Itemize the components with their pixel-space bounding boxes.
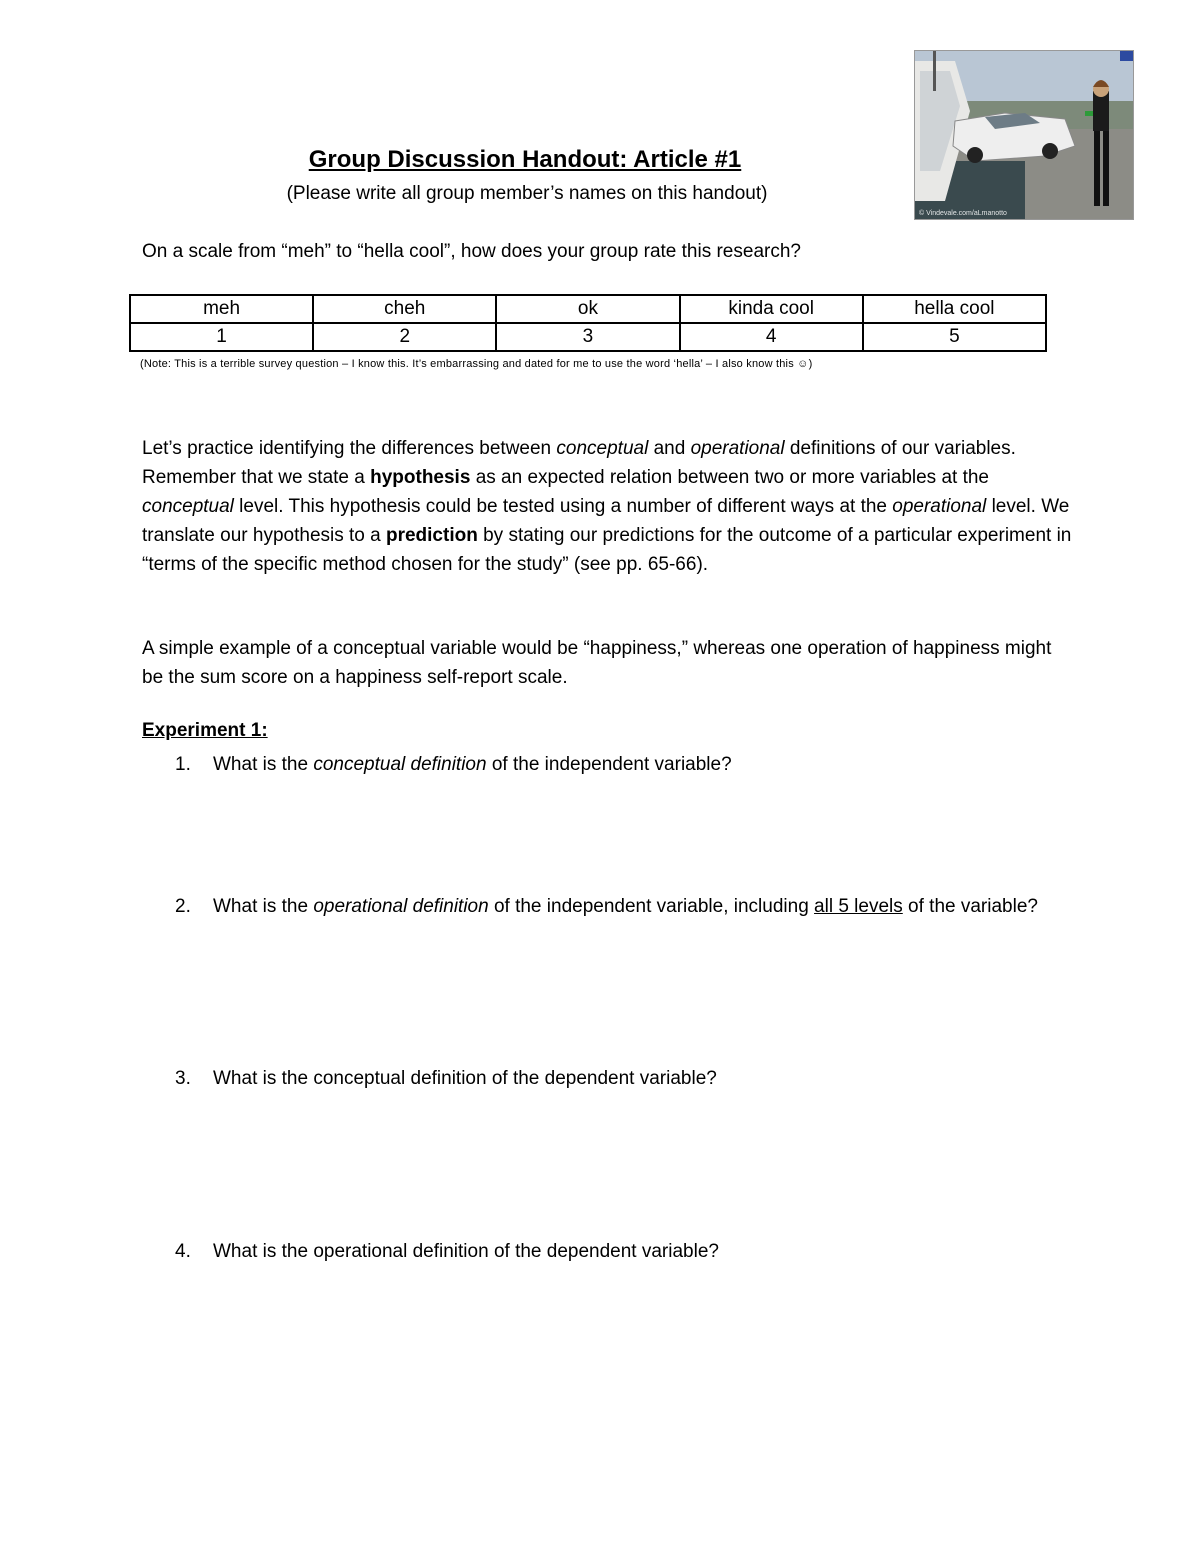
question-3: 3. What is the conceptual definition of the dependent variable? — [175, 1064, 1055, 1093]
term-operational: operational — [892, 496, 987, 517]
question-number: 1. — [175, 754, 191, 775]
photo-credit: © Vindevale.com/aLmanotto — [919, 210, 1007, 217]
question-number: 2. — [175, 896, 191, 917]
rating-question: On a scale from “meh” to “hella cool”, how does your group rate this research? — [142, 241, 801, 262]
rating-value: 4 — [680, 323, 863, 351]
question-2: 2. What is the operational definition of the independent variable, including all 5 levels of the variable? — [175, 892, 1055, 921]
rating-note: (Note: This is a terrible survey question – I know this. It’s embarrassing and dated for me to use the word ‘hella’ – I also know this ☺) — [140, 358, 813, 370]
term-operational: operational — [690, 438, 785, 459]
page-subtitle: (Please write all group member’s names on this handout) — [286, 183, 768, 204]
rating-values-row — [130, 323, 1046, 351]
rating-label: kinda cool — [680, 295, 863, 323]
rating-label: hella cool — [863, 295, 1046, 323]
page-title: Group Discussion Handout: Article #1 — [308, 146, 742, 173]
term-conceptual: conceptual — [142, 496, 234, 517]
rating-labels-row — [130, 295, 1046, 323]
term-conceptual: conceptual — [556, 438, 649, 459]
experiment-heading: Experiment 1: — [142, 720, 268, 741]
rating-label: ok — [496, 295, 679, 323]
term-prediction: prediction — [385, 525, 478, 546]
rating-scale-table — [129, 294, 1047, 352]
rating-label: cheh — [313, 295, 496, 323]
question-number: 3. — [175, 1068, 191, 1089]
example-paragraph: A simple example of a conceptual variable would be “happiness,” whereas one operation of happiness might be the sum score on a happiness self-report scale. — [142, 638, 1052, 688]
question-1: 1. What is the conceptual definition of the independent variable? — [175, 750, 1055, 779]
term-hypothesis: hypothesis — [370, 467, 471, 488]
rating-value: 1 — [130, 323, 313, 351]
question-4: 4. What is the operational definition of the dependent variable? — [175, 1237, 1055, 1266]
question-number: 4. — [175, 1241, 191, 1262]
rating-value: 3 — [496, 323, 679, 351]
rating-value: 5 — [863, 323, 1046, 351]
rating-label: meh — [130, 295, 313, 323]
intro-paragraph: Let’s practice identifying the differences between conceptual and operational definitions of our variables. Remember that we state a hypothesis as an expected relation between two or more variables at the conceptual level. This hypothesis could be tested using a number of different ways at the operational level. We translate our hypothesis to a prediction by stating our predictions for the outcome of a particular experiment in “terms of the specific method chosen for the study” (see pp. 65-66). — [142, 438, 1072, 575]
rating-value: 2 — [313, 323, 496, 351]
